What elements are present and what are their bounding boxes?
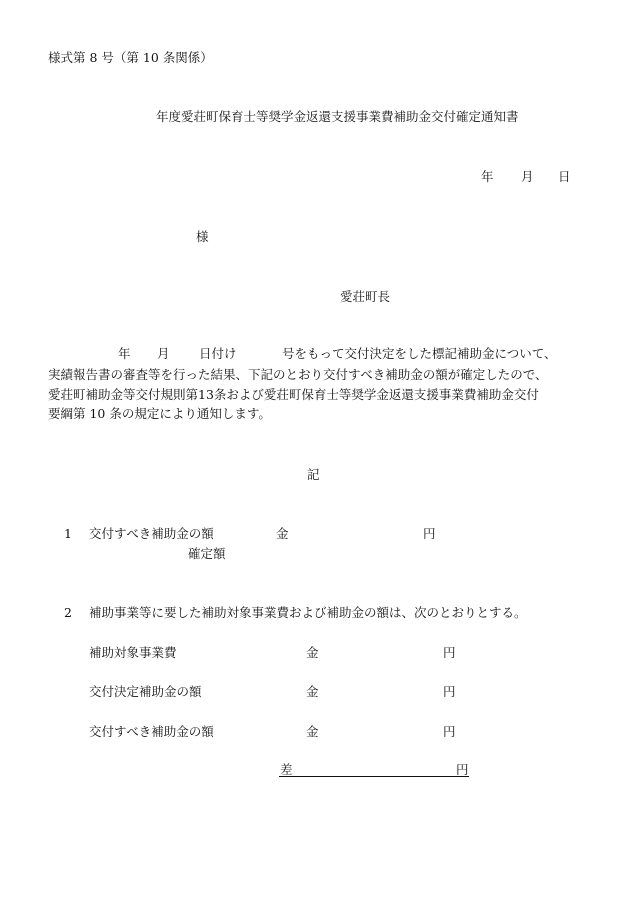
document-title: 年度愛荘町保育士等奨学金返還支援事業費補助金交付確定通知書 bbox=[156, 109, 519, 124]
difference-label: 差 bbox=[280, 762, 293, 777]
body-year: 年 bbox=[118, 346, 131, 361]
addressee-suffix: 様 bbox=[196, 229, 209, 244]
date-year: 年 bbox=[481, 169, 494, 184]
difference-yen: 円 bbox=[456, 762, 469, 777]
date-day: 日 bbox=[558, 169, 571, 184]
body-line-2: 実績報告書の審査等を行った結果、下記のとおり交付すべき補助金の額が確定したので、 bbox=[48, 367, 548, 382]
body-line-3: 愛荘町補助金等交付規則第13条および愛荘町保育士等奨学金返還支援事業費補助金交付 bbox=[48, 386, 539, 402]
ki-heading: 記 bbox=[307, 467, 320, 482]
issuer: 愛荘町長 bbox=[340, 289, 391, 304]
row-kin: 金 bbox=[306, 724, 319, 739]
body-line-4: 要綱第 10 条の規定により通知します。 bbox=[48, 406, 271, 421]
row-yen: 円 bbox=[443, 645, 456, 660]
row-label: 交付すべき補助金の額 bbox=[89, 724, 214, 739]
difference-underline bbox=[279, 776, 469, 777]
row-yen: 円 bbox=[443, 684, 456, 699]
body-paragraph bbox=[48, 365, 608, 424]
item-2-number: 2 bbox=[64, 605, 72, 620]
body-line1-rest: 号をもって交付決定をした標記補助金について、 bbox=[282, 346, 557, 361]
body-month: 月 bbox=[157, 346, 170, 361]
row-kin: 金 bbox=[306, 645, 319, 660]
form-number: 様式第 8 号（第 10 条関係） bbox=[48, 50, 213, 65]
item-1-label: 交付すべき補助金の額 bbox=[89, 526, 214, 541]
item-1-kin: 金 bbox=[276, 526, 289, 541]
item-2-text: 補助事業等に要した補助対象事業費および補助金の額は、次のとおりとする。 bbox=[89, 605, 527, 620]
body-dated: 日付け bbox=[199, 346, 237, 361]
item-1-label-line-2: 確定額 bbox=[188, 546, 226, 561]
row-label: 交付決定補助金の額 bbox=[89, 684, 202, 699]
item-1-number: 1 bbox=[64, 526, 72, 541]
row-kin: 金 bbox=[306, 684, 319, 699]
item-1-yen: 円 bbox=[423, 526, 436, 541]
row-label: 補助対象事業費 bbox=[89, 645, 177, 660]
date-month: 月 bbox=[521, 169, 534, 184]
row-yen: 円 bbox=[443, 724, 456, 739]
